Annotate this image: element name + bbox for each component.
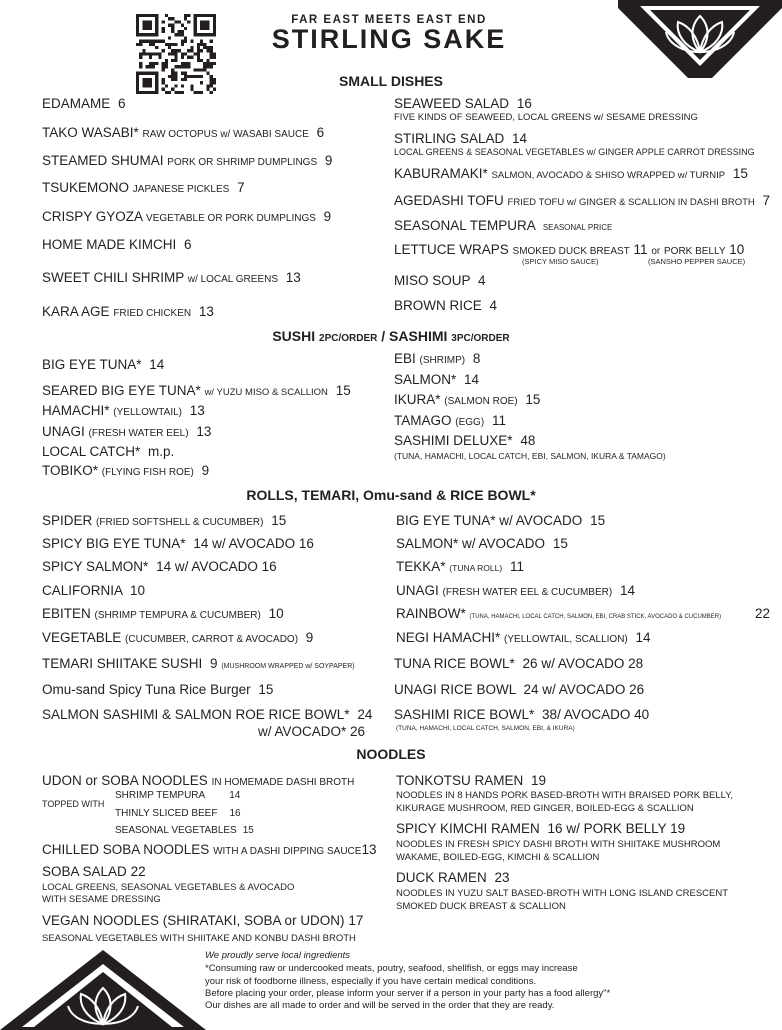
item-description: WAKAME, BOILED-EGG, KIMCHI & SCALLION [396,852,600,863]
menu-item: UNAGI (FRESH WATER EEL & CUCUMBER) 14 [396,583,635,598]
menu-item: SEAWEED SALAD 16 [394,96,532,111]
item-description: FIVE KINDS OF SEAWEED, LOCAL GREENS w/ SESAME DRESSING [394,112,698,123]
menu-item: CRISPY GYOZA VEGETABLE OR PORK DUMPLINGS 9 [42,209,332,224]
item-sauce-note: (SANSHO PEPPER SAUCE) [648,257,746,266]
menu-item: SASHIMI RICE BOWL* 38/ AVOCADO 40 [394,707,650,722]
section-heading-noodles: NOODLES [356,746,426,762]
menu-item: Omu-sand Spicy Tuna Rice Burger 15 [42,682,274,697]
menu-item: UNAGI (FRESH WATER EEL) 13 [42,424,212,439]
menu-item: SPIDER (FRIED SOFTSHELL & CUCUMBER) 15 [42,513,287,528]
item-description: WITH SESAME DRESSING [42,894,161,905]
item-description: NOODLES IN YUZU SALT BASED-BROTH WITH LONG ISLAND CRESCENT [396,888,729,899]
menu-item: TAKO WASABI* RAW OCTOPUS w/ WASABI SAUCE 6 [42,125,325,140]
menu-item: TEMARI SHIITAKE SUSHI 9 (MUSHROOM WRAPPED w/ SOYPAPER) [42,656,355,671]
menu-item: SOBA SALAD 22 [42,864,146,879]
menu-item: AGEDASHI TOFU FRIED TOFU w/ GINGER & SCALLION IN DASHI BROTH 7 [394,193,771,208]
menu-item: SPICY SALMON* 14 w/ AVOCADO 16 [42,559,277,574]
menu-item: SALMON* 14 [394,372,480,387]
menu-item: HAMACHI* (YELLOWTAIL) 13 [42,403,205,418]
disclaimer-line: Our dishes are all made to order and will be served in the order that they are ready. [205,1000,555,1011]
item-price: 22 [755,606,771,621]
menu-item: BIG EYE TUNA* 14 [42,357,165,372]
section-heading-sushi-sashimi: SUSHI 2PC/ORDER / SASHIMI 3PC/ORDER [272,328,510,344]
topping-item: SHRIMP TEMPURA 14 [115,790,241,801]
disclaimer-line: *Consuming raw or undercooked meats, poutry, seafood, shellfish, or eggs may increase [205,963,578,974]
topping-item: THINLY SLICED BEEF 16 [115,808,241,819]
menu-item: MISO SOUP 4 [394,273,486,288]
menu-item: LETTUCE WRAPS SMOKED DUCK BREAST 11 or PORK BELLY 10 [394,242,745,257]
menu-item: VEGAN NOODLES (SHIRATAKI, SOBA or UDON) 17 [42,913,364,928]
menu-item: BIG EYE TUNA* w/ AVOCADO 15 [396,513,606,528]
menu-item: BROWN RICE 4 [394,298,498,313]
item-description: NOODLES IN FRESH SPICY DASHI BROTH WITH SHIITAKE MUSHROOM [396,839,721,850]
item-sauce-note: (SPICY MISO SAUCE) [522,257,599,266]
item-description: (TUNA, HAMACHI, LOCAL CATCH, SALMON, EBI, & IKURA) [396,725,575,732]
lotus-ornament-icon [618,0,782,78]
menu-item: UDON or SOBA NOODLES IN HOMEMADE DASHI BROTH [42,773,355,788]
menu-item: TSUKEMONO JAPANESE PICKLES 7 [42,180,245,195]
item-description: SEASONAL VEGETABLES WITH SHIITAKE AND KONBU DASHI BROTH [42,933,356,944]
section-heading-rolls: ROLLS, TEMARI, Omu-sand & RICE BOWL* [246,487,536,503]
local-ingredients-note: We proudly serve local ingredients [205,950,351,961]
menu-item: SPICY BIG EYE TUNA* 14 w/ AVOCADO 16 [42,536,314,551]
item-description: NOODLES IN 8 HANDS PORK BASED-BROTH WITH BRAISED PORK BELLY, [396,790,733,801]
menu-item: CHILLED SOBA NOODLES WITH A DASHI DIPPING SAUCE13 [42,842,377,857]
menu-item: EBI (SHRIMP) 8 [394,351,481,366]
topped-with-label: TOPPED WITH [42,799,105,809]
disclaimer-line: Before placing your order, please inform your server if a person in your party has a food allergy"* [205,988,611,999]
menu-item: TOBIKO* (FLYING FISH ROE) 9 [42,463,210,478]
menu-item: HOME MADE KIMCHI 6 [42,237,192,252]
menu-item: TAMAGO (EGG) 11 [394,413,506,428]
menu-item: IKURA* (SALMON ROE) 15 [394,392,541,407]
menu-item: DUCK RAMEN 23 [396,870,510,885]
menu-item: EBITEN (SHRIMP TEMPURA & CUCUMBER) 10 [42,606,284,621]
menu-item: SPICY KIMCHI RAMEN 16 w/ PORK BELLY 19 [396,821,686,836]
menu-item: VEGETABLE (CUCUMBER, CARROT & AVOCADO) 9 [42,630,314,645]
menu-item: EDAMAME 6 [42,96,126,111]
item-description: LOCAL GREENS, SEASONAL VEGETABLES & AVOCADO [42,882,295,893]
menu-item: TEKKA* (TUNA ROLL) 11 [396,559,524,574]
item-description: LOCAL GREENS & SEASONAL VEGETABLES w/ GINGER APPLE CARROT DRESSING [394,147,755,157]
restaurant-title: STIRLING SAKE [271,24,507,54]
menu-item: TONKOTSU RAMEN 19 [396,773,547,788]
menu-item: SASHIMI DELUXE* 48 [394,433,536,448]
topping-item: SEASONAL VEGETABLES 15 [115,825,254,836]
item-avocado-option: w/ AVOCADO* 26 [258,724,366,739]
item-description: KIKURAGE MUSHROOM, RED GINGER, BOILED-EGG & SCALLION [396,803,694,814]
menu-item: RAINBOW* (TUNA, HAMACHI, LOCAL CATCH, SALMON, EBI, CRAB STICK, AVOCADO & CUCUMBER) [396,606,722,621]
menu-item: KARA AGE FRIED CHICKEN 13 [42,304,214,319]
disclaimer-line: your risk of foodborne illness, especially if you have certain medical conditions. [205,976,537,987]
menu-item: CALIFORNIA 10 [42,583,146,598]
menu-item: TUNA RICE BOWL* 26 w/ AVOCADO 28 [394,656,644,671]
menu-item: UNAGI RICE BOWL 24 w/ AVOCADO 26 [394,682,645,697]
menu-item: SALMON* w/ AVOCADO 15 [396,536,568,551]
menu-item: NEGI HAMACHI* (YELLOWTAIL, SCALLION) 14 [396,630,651,645]
menu-item: STIRLING SALAD 14 [394,131,528,146]
menu-item: LOCAL CATCH* m.p. [42,444,175,459]
section-heading-small-dishes: SMALL DISHES [339,73,443,89]
menu-item: SWEET CHILI SHRIMP w/ LOCAL GREENS 13 [42,270,301,285]
menu-item: KABURAMAKI* SALMON, AVOCADO & SHISO WRAPPED w/ TURNIP 15 [394,166,748,181]
menu-item: SEARED BIG EYE TUNA* w/ YUZU MISO & SCALLION 15 [42,383,351,398]
menu-item: SALMON SASHIMI & SALMON ROE RICE BOWL* 24 [42,707,373,722]
menu-item: STEAMED SHUMAI PORK OR SHRIMP DUMPLINGS 9 [42,153,333,168]
menu-item: SEASONAL TEMPURA SEASONAL PRICE [394,218,613,233]
item-description: SMOKED DUCK BREAST & SCALLION [396,901,566,912]
menu-tagline: FAR EAST MEETS EAST END [291,14,487,26]
item-description: (TUNA, HAMACHI, LOCAL CATCH, EBI, SALMON, IKURA & TAMAGO) [394,451,666,461]
lotus-ornament-icon [0,950,206,1030]
